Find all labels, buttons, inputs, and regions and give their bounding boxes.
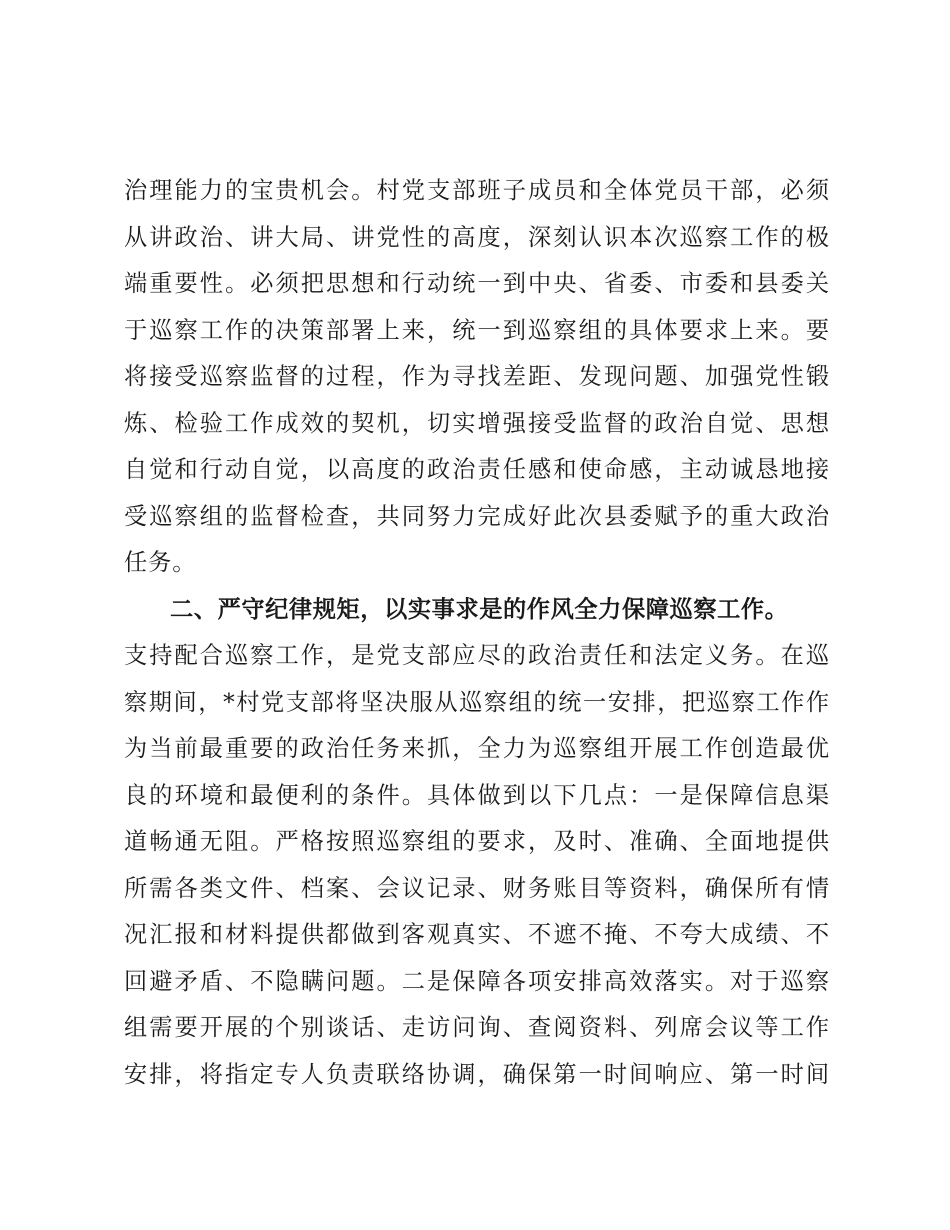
paragraph-1-line-3: 端重要性。必须把思想和行动统一到中央、省委、市委和县委关 xyxy=(124,270,830,297)
paragraph-2-line-8: 回避矛盾、不隐瞒问题。二是保障各项安排高效落实。对于巡察 xyxy=(124,967,830,995)
section-heading-2: 二、严守纪律规矩，以实事求是的作风全力保障巡察工作。 xyxy=(170,595,789,623)
paragraph-2-line-3: 为当前最重要的政治任务来抓，全力为巡察组开展工作创造最优 xyxy=(124,735,830,762)
paragraph-1-line-6: 炼、检验工作成效的契机，切实增强接受监督的政治自觉、思想 xyxy=(124,409,830,437)
paragraph-2-line-4: 良的环境和最便利的条件。具体做到以下几点：一是保障信息渠 xyxy=(124,781,830,809)
paragraph-1-line-4: 于巡察工作的决策部署上来，统一到巡察组的具体要求上来。要 xyxy=(124,316,830,344)
paragraph-1-line-7: 自觉和行动自觉，以高度的政治责任感和使命感，主动诚恳地接 xyxy=(124,456,830,483)
paragraph-2-line-2: 察期间，*村党支部将坚决服从巡察组的统一安排，把巡察工作作 xyxy=(124,688,830,716)
paragraph-1-line-5: 将接受巡察监督的过程，作为寻找差距、发现问题、加强党性锻 xyxy=(124,363,830,390)
paragraph-1-line-2: 从讲政治、讲大局、讲党性的高度，深刻认识本次巡察工作的极 xyxy=(124,223,830,251)
paragraph-2-line-6: 所需各类文件、档案、会议记录、财务账目等资料，确保所有情 xyxy=(124,874,830,902)
document-body xyxy=(124,168,830,1098)
paragraph-2-line-9: 组需要开展的个别谈话、走访问询、查阅资料、列席会议等工作 xyxy=(124,1014,830,1041)
paragraph-2-line-7: 况汇报和材料提供都做到客观真实、不遮不掩、不夸大成绩、不 xyxy=(124,921,830,948)
paragraph-1-line-9: 任务。 xyxy=(124,549,197,576)
paragraph-2-line-10: 安排，将指定专人负责联络协调，确保第一时间响应、第一时间 xyxy=(124,1060,830,1088)
paragraph-1-line-1: 治理能力的宝贵机会。村党支部班子成员和全体党员干部，必须 xyxy=(124,177,830,204)
paragraph-2-line-5: 道畅通无阻。严格按照巡察组的要求，及时、准确、全面地提供 xyxy=(124,828,830,855)
paragraph-1-line-8: 受巡察组的监督检查，共同努力完成好此次县委赋予的重大政治 xyxy=(124,502,830,530)
paragraph-2-line-1: 支持配合巡察工作，是党支部应尽的政治责任和法定义务。在巡 xyxy=(124,642,830,669)
